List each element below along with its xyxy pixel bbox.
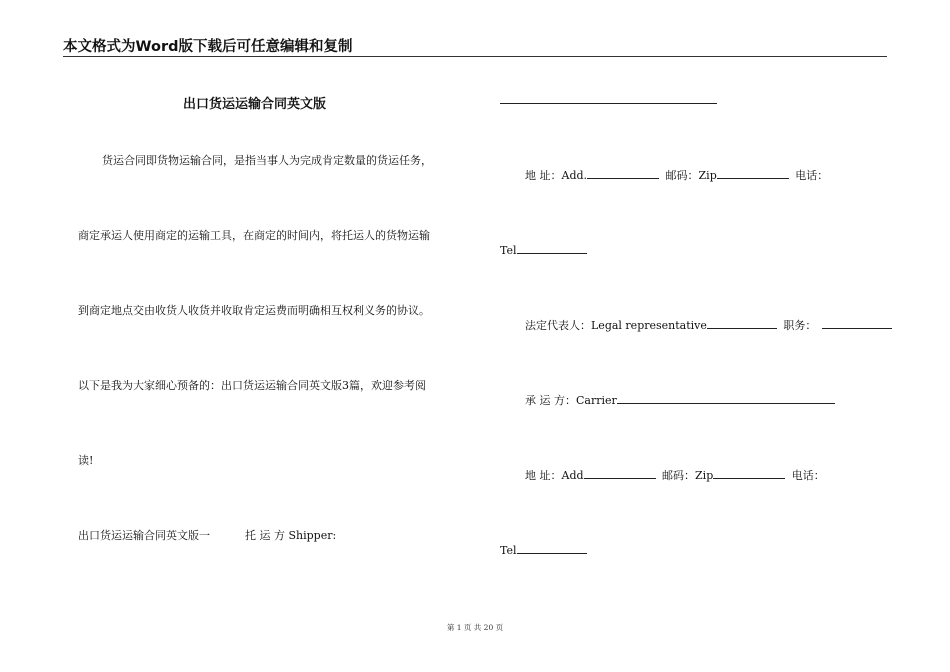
carrier-phone-label: 电话： — [791, 469, 825, 482]
shipper-tel-row — [500, 243, 587, 258]
carrier-tel-blank — [517, 543, 587, 554]
carrier-label: 承 运 方：Carrier — [525, 394, 617, 407]
tel-blank — [517, 243, 587, 254]
position-blank — [822, 318, 892, 329]
paragraph-line-2: 商定承运人使用商定的运输工具，在商定的时间内，将托运人的货物运输 — [78, 229, 430, 242]
carrier-address-label: 地 址：Add — [525, 469, 584, 482]
carrier-tel-row — [500, 543, 587, 558]
shipper-name-blank — [500, 103, 717, 104]
paragraph-line-3: 到商定地点交由收货人收货并收取肯定运费而明确相互权利义务的协议。 — [78, 304, 430, 317]
carrier-blank — [617, 393, 835, 404]
postcode-blank — [717, 168, 789, 179]
position-label: 职务： — [783, 319, 817, 332]
header-text: 本文格式为Word版下载后可任意编辑和复制 — [63, 39, 353, 55]
carrier-postcode-blank — [713, 468, 785, 479]
tel-label: Tel — [500, 244, 517, 257]
legal-rep-row — [525, 318, 892, 333]
carrier-postcode-label: 邮码：Zip — [662, 469, 714, 482]
page-header — [63, 34, 887, 57]
legal-rep-label: 法定代表人：Legal representative — [525, 319, 707, 332]
shipper-address-row — [525, 168, 828, 183]
paragraph-line-5: 读! — [78, 454, 94, 467]
carrier-address-row — [525, 468, 825, 483]
page-footer: 第 1 页 共 20 页 — [446, 623, 504, 632]
legal-rep-blank — [707, 318, 777, 329]
carrier-tel-label: Tel — [500, 544, 517, 557]
section-subtitle: 出口货运运输合同英文版一 — [78, 529, 210, 542]
shipper-label: 托 运 方 Shipper: — [245, 529, 337, 542]
paragraph-line-4: 以下是我为大家细心预备的：出口货运运输合同英文版3篇，欢迎参考阅 — [78, 379, 426, 392]
carrier-address-blank — [584, 468, 656, 479]
postcode-label: 邮码：Zip — [665, 169, 717, 182]
document-title: 出口货运运输合同英文版 — [183, 97, 327, 112]
address-label: 地 址：Add. — [525, 169, 588, 182]
address-blank — [587, 168, 659, 179]
paragraph-line-1: 货运合同即货物运输合同，是指当事人为完成肯定数量的货运任务， — [102, 154, 432, 167]
carrier-row — [525, 393, 835, 408]
phone-label: 电话： — [795, 169, 829, 182]
